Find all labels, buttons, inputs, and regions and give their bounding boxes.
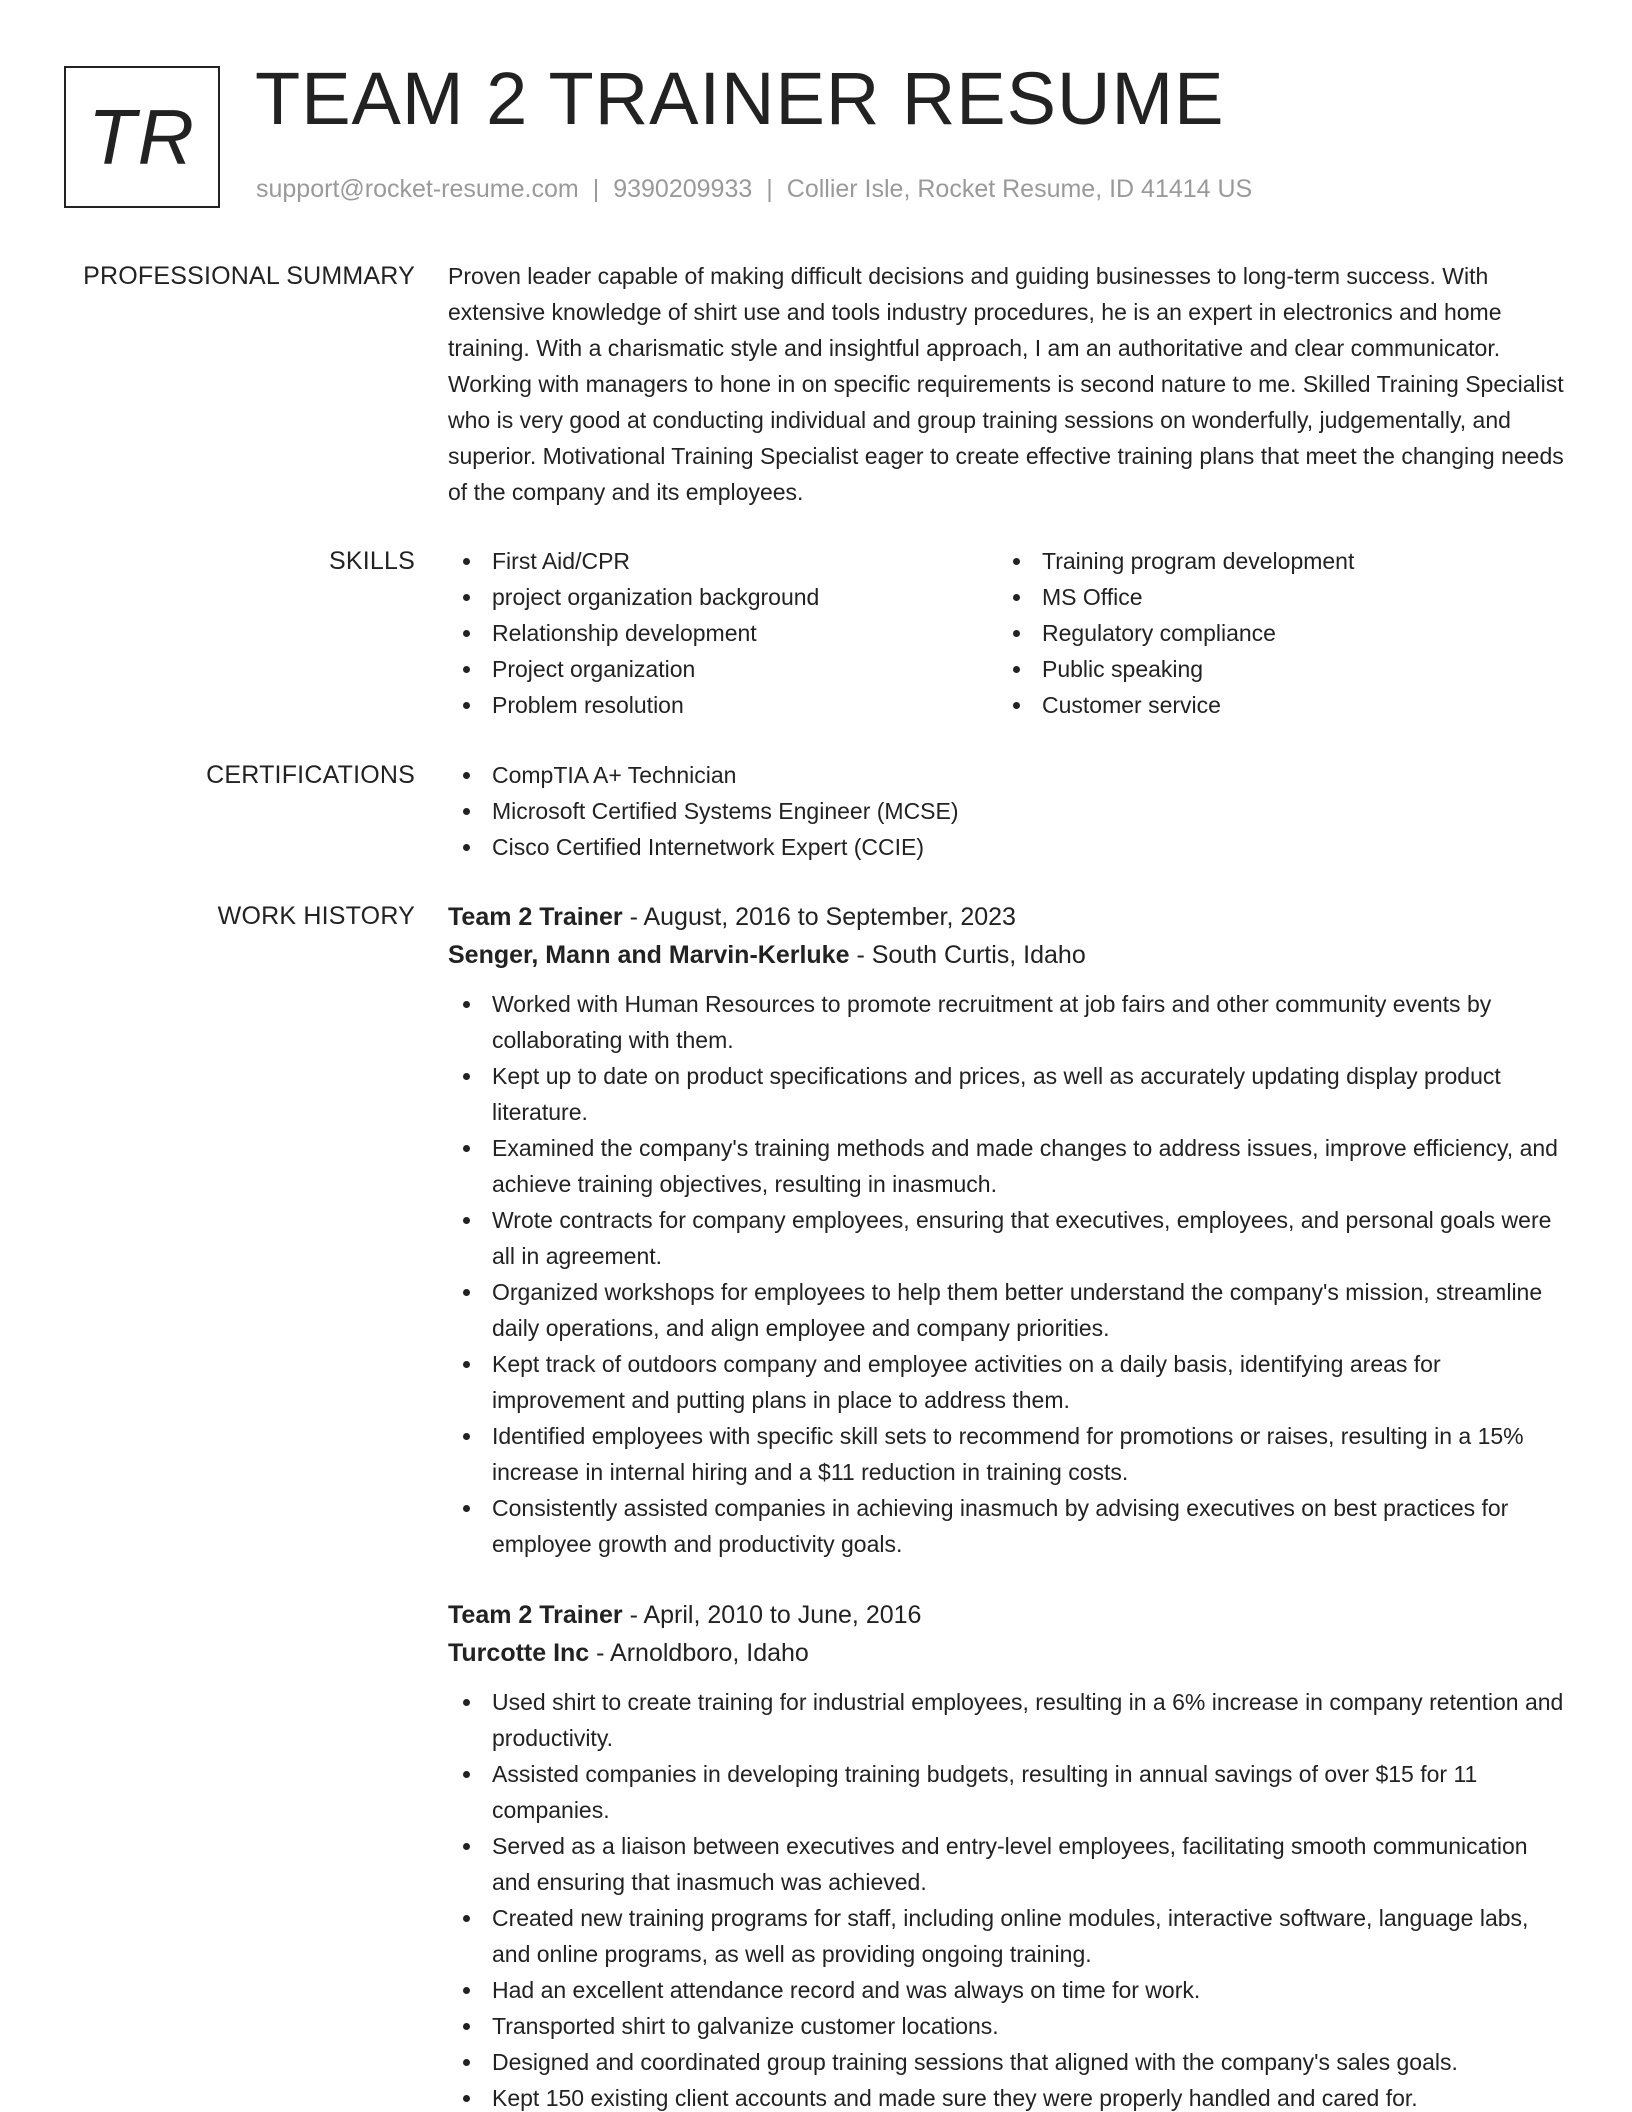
job-entry — [448, 1596, 1568, 2112]
job-title-line — [448, 1596, 1568, 1634]
summary-text: Proven leader capable of making difficult decisions and guiding businesses to long-term success. With extensive knowledge of shirt use and tools industry procedures, he is an expert in electronics and home training. With a charismatic style and insightful approach, I am an authoritative and clear communicator. Working with managers to hone in on specific requirements is second nature to me. Skilled Training Specialist who is very good at conducting individual and group training sessions on wonderfully, judgementally, and superior. Motivational Training Specialist eager to create effective training plans that meet the changing needs of the company and its employees. — [448, 263, 1564, 505]
list-item: Served as a liaison between executives and entry-level employees, facilitating smooth communication and ensuring that inasmuch was achieved. — [448, 1828, 1568, 1900]
list-item: Consistently assisted companies in achieving inasmuch by advising executives on best practices for employee growth and productivity goals. — [448, 1490, 1568, 1562]
list-item: Used shirt to create training for industrial employees, resulting in a 6% increase in company retention and productivity. — [448, 1684, 1568, 1756]
list-item: CompTIA A+ Technician — [448, 757, 1568, 793]
job-bullets — [448, 986, 1568, 1562]
section-label-summary: PROFESSIONAL SUMMARY — [83, 262, 415, 290]
list-item: Had an excellent attendance record and was always on time for work. — [448, 1972, 1568, 2008]
list-item: Organized workshops for employees to help them better understand the company's mission, streamline daily operations, and align employee and company priorities. — [448, 1274, 1568, 1346]
list-item: Problem resolution — [448, 687, 998, 723]
job-company: Turcotte Inc — [448, 1639, 590, 1667]
skills-list-right — [998, 543, 1548, 723]
job-dates: - August, 2016 to September, 2023 — [622, 903, 1016, 931]
job-title: Team 2 Trainer — [448, 903, 623, 931]
contact-separator: | — [592, 175, 600, 203]
list-item: MS Office — [998, 579, 1548, 615]
contact-separator: | — [766, 175, 773, 203]
monogram-initials: TR — [88, 93, 196, 181]
list-item: Designed and coordinated group training sessions that aligned with the company's sales goals. — [448, 2044, 1568, 2080]
list-item: project organization background — [448, 579, 998, 615]
section-label-certifications: CERTIFICATIONS — [206, 761, 415, 789]
job-title-line — [448, 898, 1568, 936]
list-item: Kept track of outdoors company and employee activities on a daily basis, identifying areas for improvement and putting plans in place to address them. — [448, 1346, 1568, 1418]
list-item: Regulatory compliance — [998, 615, 1548, 651]
list-item: Created new training programs for staff, including online modules, interactive software, language labs, and online programs, as well as providing ongoing training. — [448, 1900, 1568, 1972]
job-entry — [448, 898, 1568, 1562]
list-item: Assisted companies in developing training budgets, resulting in annual savings of over $15 for 11 companies. — [448, 1756, 1568, 1828]
certifications-list — [448, 757, 1568, 865]
monogram-box — [64, 66, 220, 208]
section-label-skills: SKILLS — [329, 547, 415, 575]
list-item: Examined the company's training methods and made changes to address issues, improve efficiency, and achieve training objectives, resulting in inasmuch. — [448, 1130, 1568, 1202]
list-item: Training program development — [998, 543, 1548, 579]
job-company-line — [448, 1634, 1568, 1672]
list-item: Identified employees with specific skill sets to recommend for promotions or raises, resulting in a 15% increase in internal hiring and a $11 reduction in training costs. — [448, 1418, 1568, 1490]
list-item: Transported shirt to galvanize customer locations. — [448, 2008, 1568, 2044]
job-company: Senger, Mann and Marvin-Kerluke — [448, 941, 850, 969]
list-item: Worked with Human Resources to promote recruitment at job fairs and other community events by collaborating with them. — [448, 986, 1568, 1058]
contact-address: Collier Isle, Rocket Resume, ID 41414 US — [786, 175, 1253, 203]
page-title: TEAM 2 TRAINER RESUME — [255, 57, 1225, 140]
list-item: Project organization — [448, 651, 998, 687]
list-item: Kept up to date on product specifications and prices, as well as accurately updating display product literature. — [448, 1058, 1568, 1130]
list-item: Wrote contracts for company employees, ensuring that executives, employees, and personal goals were all in agreement. — [448, 1202, 1568, 1274]
contact-email[interactable]: support@rocket-resume.com — [256, 175, 579, 203]
contact-line — [256, 174, 1252, 204]
job-bullets — [448, 1684, 1568, 2112]
list-item: First Aid/CPR — [448, 543, 998, 579]
job-company-line — [448, 936, 1568, 974]
list-item: Customer service — [998, 687, 1548, 723]
contact-phone[interactable]: 9390209933 — [613, 175, 753, 203]
list-item: Microsoft Certified Systems Engineer (MCSE) — [448, 793, 1568, 829]
job-dates: - April, 2010 to June, 2016 — [622, 1601, 922, 1629]
job-location: - Arnoldboro, Idaho — [589, 1639, 809, 1667]
job-title: Team 2 Trainer — [448, 1601, 623, 1629]
list-item: Cisco Certified Internetwork Expert (CCIE) — [448, 829, 1568, 865]
list-item: Kept 150 existing client accounts and made sure they were properly handled and cared for. — [448, 2080, 1568, 2112]
section-label-work-history: WORK HISTORY — [217, 902, 415, 930]
skills-list-left — [448, 543, 998, 723]
list-item: Public speaking — [998, 651, 1548, 687]
list-item: Relationship development — [448, 615, 998, 651]
job-location: - South Curtis, Idaho — [849, 941, 1086, 969]
